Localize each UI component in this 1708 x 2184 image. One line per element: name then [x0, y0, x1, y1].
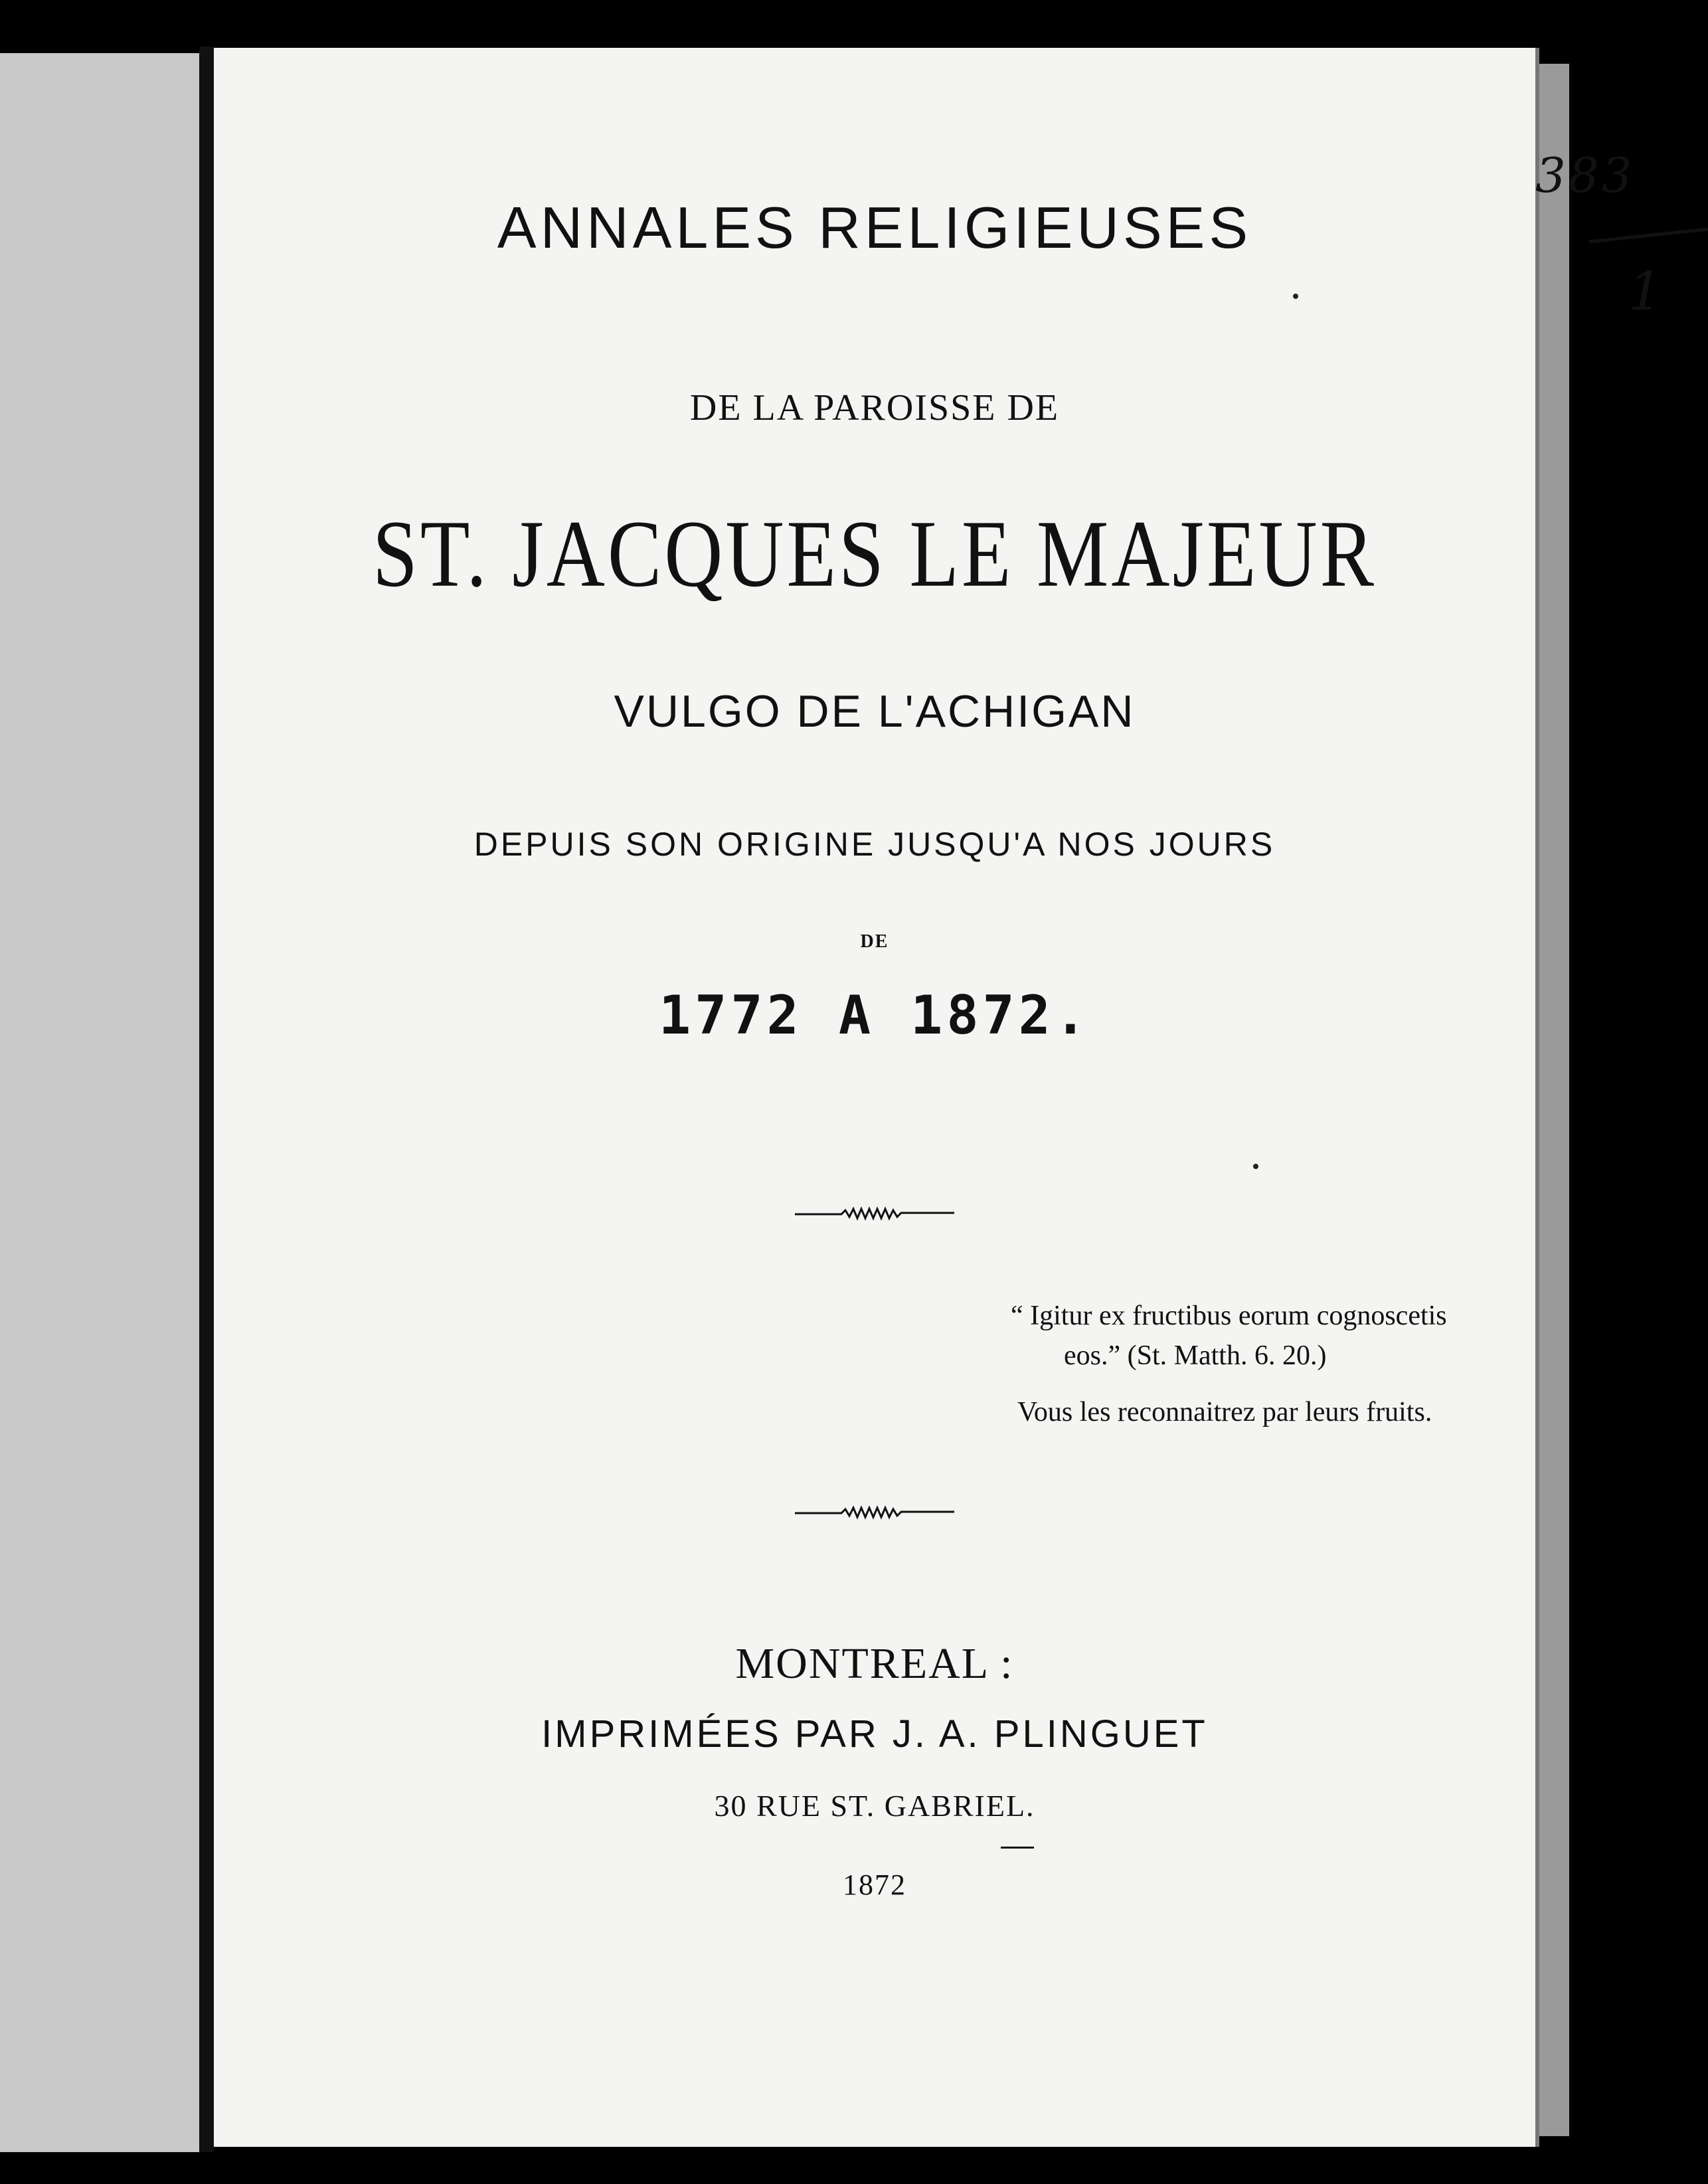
epigraph-line-1: “ Igitur ex fructibus eorum cognoscetis	[1011, 1301, 1447, 1331]
paper-speck	[1253, 1164, 1258, 1169]
title-depuis: DEPUIS SON ORIGINE JUSQU'A NOS JOURS	[473, 826, 1276, 863]
epigraph-line-3: Vous les reconnaitrez par leurs fruits.	[1017, 1397, 1432, 1427]
ornament-icon	[795, 1204, 954, 1224]
imprint-year: 1872	[843, 1868, 906, 1901]
ornament-divider	[214, 1502, 1535, 1526]
epigraph-line-2: eos.” (St. Matth. 6. 20.)	[1064, 1340, 1327, 1371]
imprint-city: MONTREAL :	[735, 1639, 1014, 1688]
handwritten-rule	[1588, 228, 1708, 244]
paper-speck	[1293, 294, 1298, 299]
imprint-address: 30 RUE ST. GABRIEL.	[714, 1789, 1035, 1823]
title-annales: ANNALES RELIGIEUSES	[497, 195, 1252, 260]
title-de: DE	[860, 931, 889, 952]
handwritten-denominator: 1	[1628, 260, 1662, 322]
title-de-la-paroisse: DE LA PAROISSE DE	[689, 387, 1060, 428]
ornament-divider	[214, 1204, 1535, 1227]
cover-edge	[199, 46, 214, 2152]
imprint-printer: IMPRIMÉES PAR J. A. PLINGUET	[541, 1712, 1208, 1756]
title-dates: 1772 A 1872.	[659, 984, 1090, 1046]
title-st-jacques: ST. JACQUES LE MAJEUR	[373, 501, 1377, 607]
book-cover	[0, 53, 211, 2152]
title-page	[214, 48, 1662, 2147]
title-vulgo: VULGO DE L'ACHIGAN	[614, 686, 1136, 737]
handwritten-number: 383	[1535, 147, 1635, 203]
ornament-icon	[795, 1502, 954, 1522]
imprint-rule	[1001, 1847, 1034, 1849]
